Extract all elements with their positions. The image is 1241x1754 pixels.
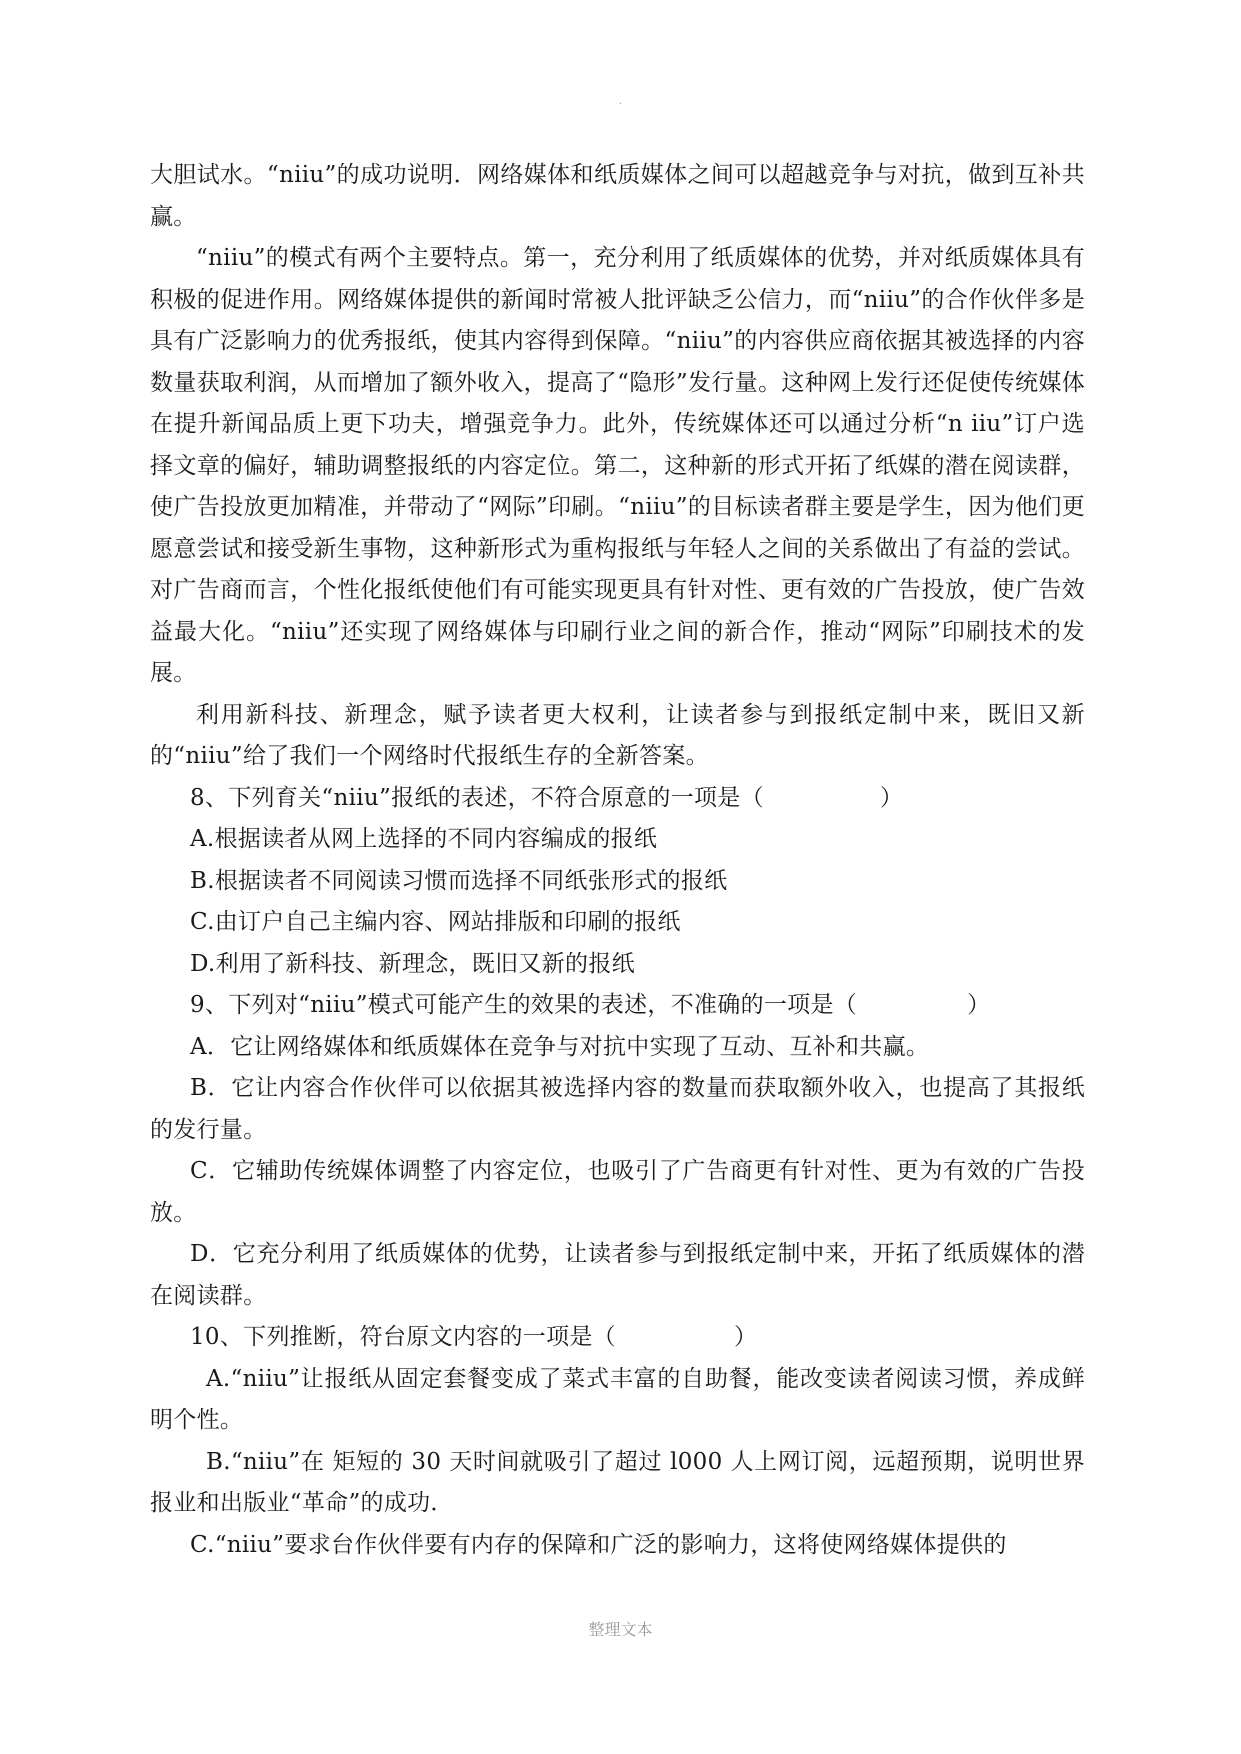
question-10-option-a: A.“niiu”让报纸从固定套餐变成了菜式丰富的自助餐，能改变读者阅读习惯，养成鲜明个性。 [150,1365,1085,1433]
question-9-option-d: D．它充分利用了纸质媒体的优势，让读者参与到报纸定制中来，开拓了纸质媒体的潜在阅读群。 [150,1241,1085,1309]
question-10-option-b: B.“niiu”在 矩短的 30 天时间就吸引了超过 l000 人上网订阅，远超预期，说明世界报业和出版业“革命”的成功． [150,1448,1085,1516]
question-9-option-c: C．它辅助传统媒体调整了内容定位，也吸引了广告商更有针对性、更为有效的广告投放。 [150,1158,1085,1226]
header-mark: · [618,99,623,110]
question-8-option-b: B.根据读者不同阅读习惯而选择不同纸张形式的报纸 [190,867,728,894]
question-8-option-c: C.由订户自己主编内容、网站排版和印刷的报纸 [190,909,681,935]
question-9-option-b: B．它让内容合作伙伴可以依据其被选择内容的数量而获取额外收入，也提高了其报纸的发行量。 [150,1075,1085,1143]
question-8-option-a: A.根据读者从网上选择的不同内容编成的报纸 [190,826,658,852]
question-8-option-d: D.利用了新科技、新理念，既旧又新的报纸 [190,950,635,977]
question-10-option-c: C.“niiu”要求台作伙伴要有内存的保障和广泛的影响力，这将使网络媒体提供的 [190,1531,1007,1558]
paragraph-features: “niiu”的模式有两个主要特点。第一，充分利用了纸质媒体的优势，并对纸质媒体具有积极的促进作用。网络媒体提供的新闻时常被人批评缺乏公信力，而“niiu”的合作伙伴多是具有广泛影响力的优秀报纸，使其内容得到保障。“niiu”的内容供应商依据其被选择的内容数量获取利润，从而增加了额外收入，提高了“隐形”发行量。这种网上发行还促使传统媒体在提升新闻品质上更下功夫，增强竞争力。此外，传统媒体还可以通过分析“n iiu”订户选择文章的偏好，辅助调整报纸的内容定位。第二，这种新的形式开拓了纸媒的潜在阅读群，使广告投放更加精准，并带动了“网际”印刷。“niiu”的目标读者群主要是学生，因为他们更愿意尝试和接受新生事物，这种新形式为重构报纸与年轻人之间的关系做出了有益的尝试。对广告商而言，个性化报纸使他们有可能实现更具有针对性、更有效的广告投放，使广告效益最大化。“niiu”还实现了网络媒体与印刷行业之间的新合作，推动“网际”印刷技术的发展。 [150,245,1085,686]
question-10-stem: 10、下列推断，符台原文内容的一项是（ ） [190,1324,758,1350]
paragraph-conclusion: 利用新科技、新理念，赋予读者更大权利，让读者参与到报纸定制中来，既旧又新的“niiu”给了我们一个网络时代报纸生存的全新答案。 [150,701,1085,769]
question-9-option-a: A．它让网络媒体和纸质媒体在竞争与对抗中实现了互动、互补和共赢。 [190,1033,930,1060]
page-footer: 整理文本 [588,1620,653,1639]
paragraph-continuation: 大胆试水。“niiu”的成功说明．网络媒体和纸质媒体之间可以超越竞争与对抗，做到互补共赢。 [150,162,1085,230]
document-body [150,155,1085,1566]
question-8-stem: 8、下列育关“niiu”报纸的表述，不符合原意的一项是（ ） [190,784,904,811]
question-9-stem: 9、下列对“niiu”模式可能产生的效果的表述，不准确的一项是（ ） [190,992,991,1018]
